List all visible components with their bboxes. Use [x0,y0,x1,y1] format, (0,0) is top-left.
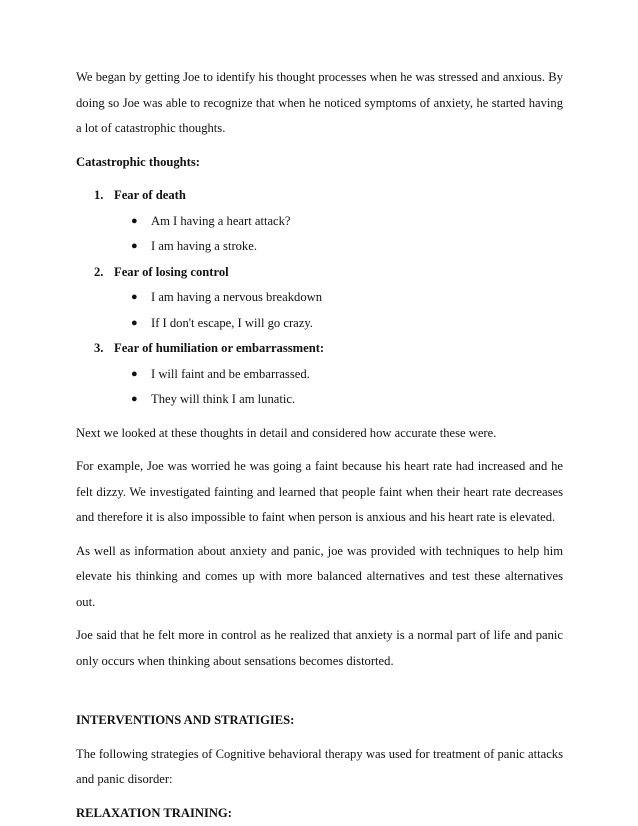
list-number: 1. [94,188,104,202]
list-title: Fear of losing control [114,264,229,279]
bullet-text: I am having a stroke. [151,239,257,253]
list-number: 3. [94,341,104,355]
bullet-icon: ● [131,214,138,227]
list-item [131,285,563,311]
bullet-icon: ● [131,316,138,329]
bullet-text: They will think I am lunatic. [151,392,296,406]
list-item-2 [94,260,563,286]
bullet-text: I will faint and be embarrassed. [151,366,310,381]
interventions-heading: INTERVENTIONS AND STRATIGIES: [76,713,295,727]
bullet-text: I am having a nervous breakdown [151,290,323,304]
next-paragraph: Next we looked at these thoughts in detail and considered how accurate these were. [76,425,497,440]
bullet-text: Am I having a heart attack? [151,213,291,228]
bullet-icon: ● [131,367,138,380]
list-item-3 [94,336,563,362]
document-page [76,65,563,826]
bullet-icon: ● [131,393,138,405]
list-item [131,209,563,235]
strategies-paragraph: The following strategies of Cognitive behavioral therapy was used for treatment of panic attacks and panic disorder: [76,746,563,786]
catastrophic-heading: Catastrophic thoughts: [76,154,200,169]
numbered-list [76,183,563,413]
list-item [131,234,563,260]
control-paragraph: Joe said that he felt more in control as he realized that anxiety is a normal part of life and panic only occurs when thinking about sensations becomes distorted. [76,628,563,668]
bullet-icon: ● [131,240,138,252]
example-paragraph: For example, Joe was worried he was going a faint because his heart rate had increased and he felt dizzy. We investigated fainting and learned that people faint when their heart rate decreases and therefore it is also impossible to faint when person is anxious and his heart rate is elevated. [76,459,563,524]
bullet-icon: ● [131,291,138,303]
list-title: Fear of humiliation or embarrassment: [114,341,325,355]
list-item [131,362,563,388]
list-number: 2. [94,264,104,279]
relaxation-heading: RELAXATION TRAINING: [76,805,232,820]
intro-paragraph: We began by getting Joe to identify his thought processes when he was stressed and anxious. By doing so Joe was able to recognize that when he noticed symptoms of anxiety, he started having a lot of catastrophic thoughts. [76,70,563,135]
information-paragraph: As well as information about anxiety and panic, joe was provided with techniques to help him elevate his thinking and comes up with more balanced alternatives and test these alternatives out. [76,543,563,609]
list-item-1 [94,183,563,209]
list-item [131,311,563,337]
list-item [131,387,563,413]
list-title: Fear of death [114,188,186,202]
bullet-text: If I don't escape, I will go crazy. [151,315,313,330]
